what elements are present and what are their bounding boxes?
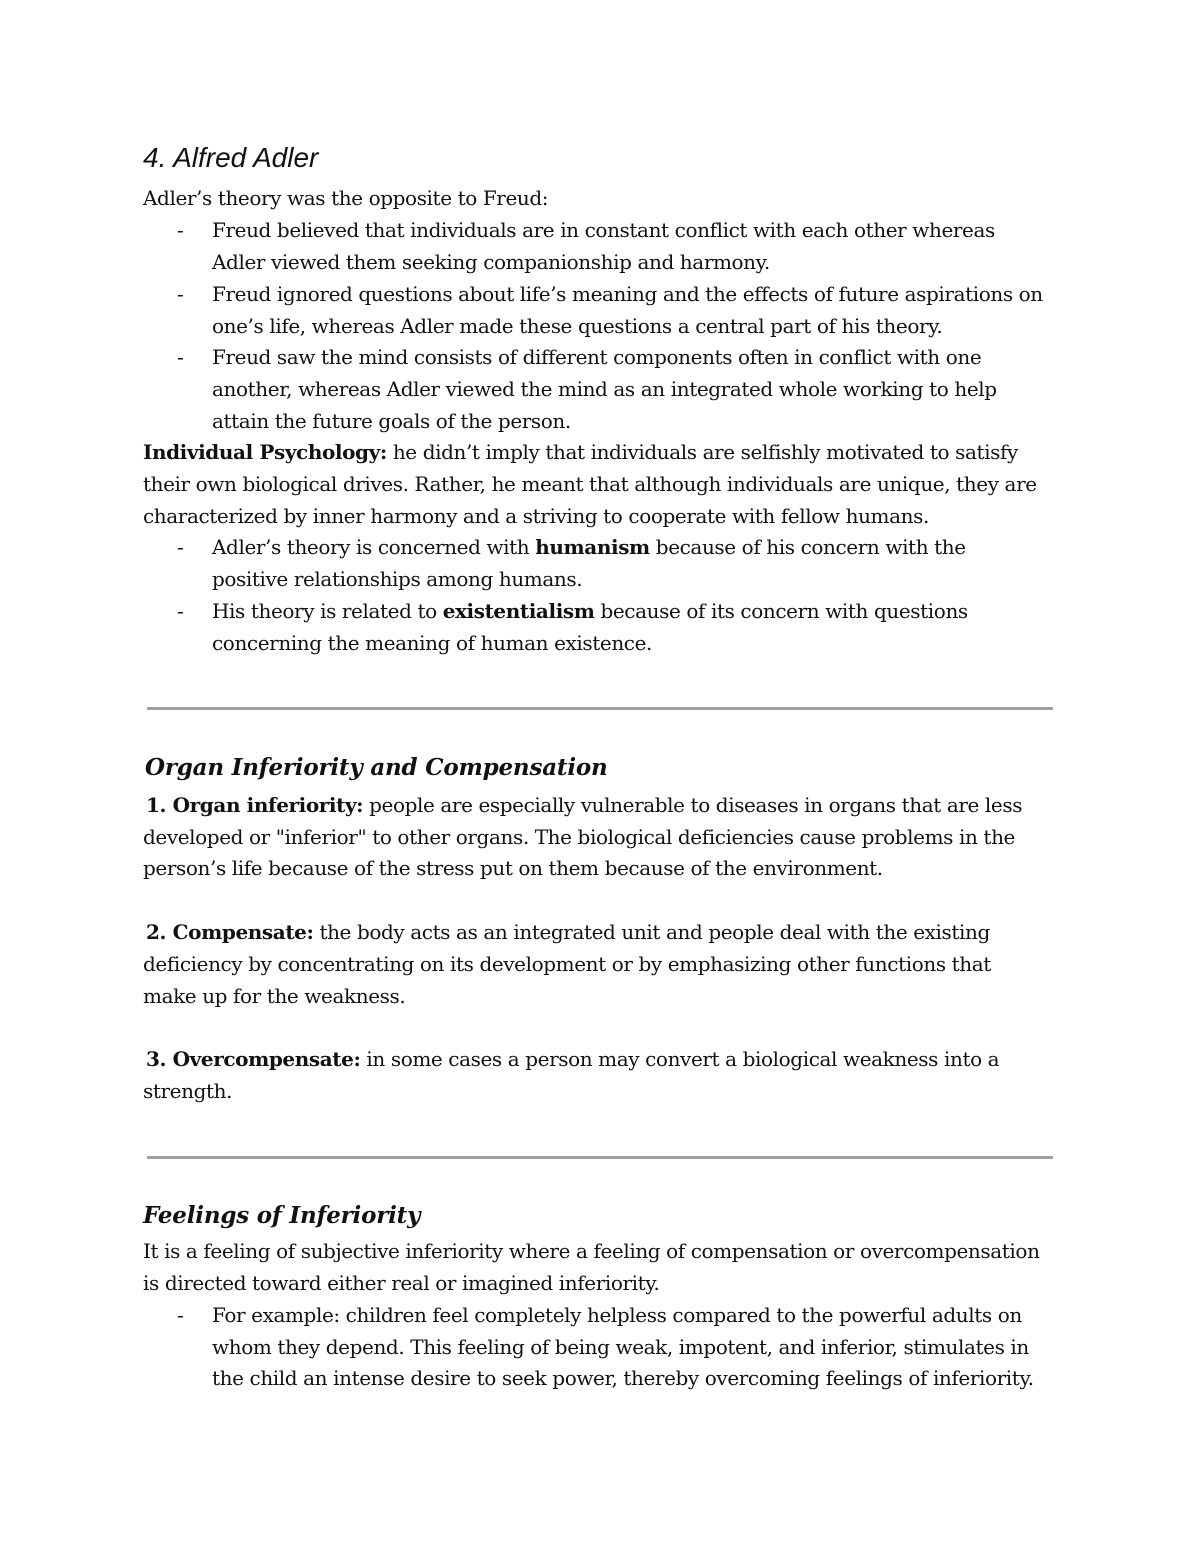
compensate-line-2: deficiency by concentrating on its development or by emphasizing other functions that [143,952,991,976]
bullet-marker: - [177,282,184,306]
example-bullet-line-1: For example: children feel completely helpless compared to the powerful adults on [212,1303,1022,1327]
section-heading-organ-inferiority: Organ Inferiority and Compensation [145,754,608,781]
bullet-3-line-3: attain the future goals of the person. [212,409,571,433]
bullet-1-line-2: Adler viewed them seeking companionship and harmony. [212,250,770,274]
overcompensate-term: 3. Overcompensate: [146,1047,361,1071]
existentialism-term: existentialism [442,599,595,623]
bullet-2-line-1: Freud ignored questions about life’s meaning and the effects of future aspirations on [212,282,1043,306]
feelings-line-2: is directed toward either real or imagined inferiority. [143,1271,660,1295]
individual-psychology-text: he didn’t imply that individuals are selfishly motivated to satisfy [386,440,1018,464]
bullet-3-line-1: Freud saw the mind consists of different components often in conflict with one [212,345,982,369]
feelings-line-1: It is a feeling of subjective inferiority where a feeling of compensation or overcompensation [143,1239,1040,1263]
individual-psychology-term: Individual Psychology: [143,440,387,464]
organ-inferiority-term: 1. Organ inferiority: [146,793,364,817]
intro-text: Adler’s theory was the opposite to Freud: [143,186,549,210]
overcompensate-line-1 [146,1043,999,1075]
compensate-text: the body acts as an integrated unit and people deal with the existing [313,920,990,944]
example-bullet-line-3: the child an intense desire to seek power, thereby overcoming feelings of inferiority. [212,1366,1034,1390]
horizontal-divider [147,707,1053,710]
compensate-line-1 [146,916,990,948]
existentialism-pre: His theory is related to [212,599,443,623]
bullet-3-line-2: another, whereas Adler viewed the mind as an integrated whole working to help [212,377,997,401]
humanism-post: because of his concern with the [649,535,966,559]
example-bullet-line-2: whom they depend. This feeling of being weak, impotent, and inferior, stimulates in [212,1335,1029,1359]
bullet-marker: - [177,218,184,242]
humanism-bullet-line-1 [212,531,966,563]
overcompensate-text: in some cases a person may convert a biological weakness into a [360,1047,1000,1071]
organ-inferiority-text: people are especially vulnerable to diseases in organs that are less [363,793,1023,817]
existentialism-post: because of its concern with questions [594,599,968,623]
organ-inferiority-line-1 [146,789,1022,821]
bullet-marker: - [177,599,184,623]
existentialism-bullet-line-1 [212,595,968,627]
existentialism-bullet-line-2: concerning the meaning of human existence. [212,631,653,655]
humanism-term: humanism [535,535,650,559]
individual-psychology-line-2: their own biological drives. Rather, he meant that although individuals are unique, they are [143,472,1037,496]
compensate-term: 2. Compensate: [146,920,314,944]
bullet-marker: - [177,535,184,559]
humanism-bullet-line-2: positive relationships among humans. [212,567,583,591]
individual-psychology-line-1 [143,436,1018,468]
bullet-marker: - [177,1303,184,1327]
overcompensate-line-2: strength. [143,1079,233,1103]
compensate-line-3: make up for the weakness. [143,984,406,1008]
humanism-pre: Adler’s theory is concerned with [212,535,536,559]
section-heading-feelings-of-inferiority: Feelings of Inferiority [143,1202,421,1229]
individual-psychology-line-3: characterized by inner harmony and a striving to cooperate with fellow humans. [143,504,929,528]
bullet-2-line-2: one’s life, whereas Adler made these questions a central part of his theory. [212,314,943,338]
bullet-1-line-1: Freud believed that individuals are in constant conflict with each other whereas [212,218,995,242]
horizontal-divider [147,1156,1053,1159]
section-heading-alfred-adler: 4. Alfred Adler [143,142,319,173]
bullet-marker: - [177,345,184,369]
organ-inferiority-line-2: developed or "inferior" to other organs. The biological deficiencies cause problems in the [143,825,1015,849]
organ-inferiority-line-3: person’s life because of the stress put on them because of the environment. [143,856,883,880]
